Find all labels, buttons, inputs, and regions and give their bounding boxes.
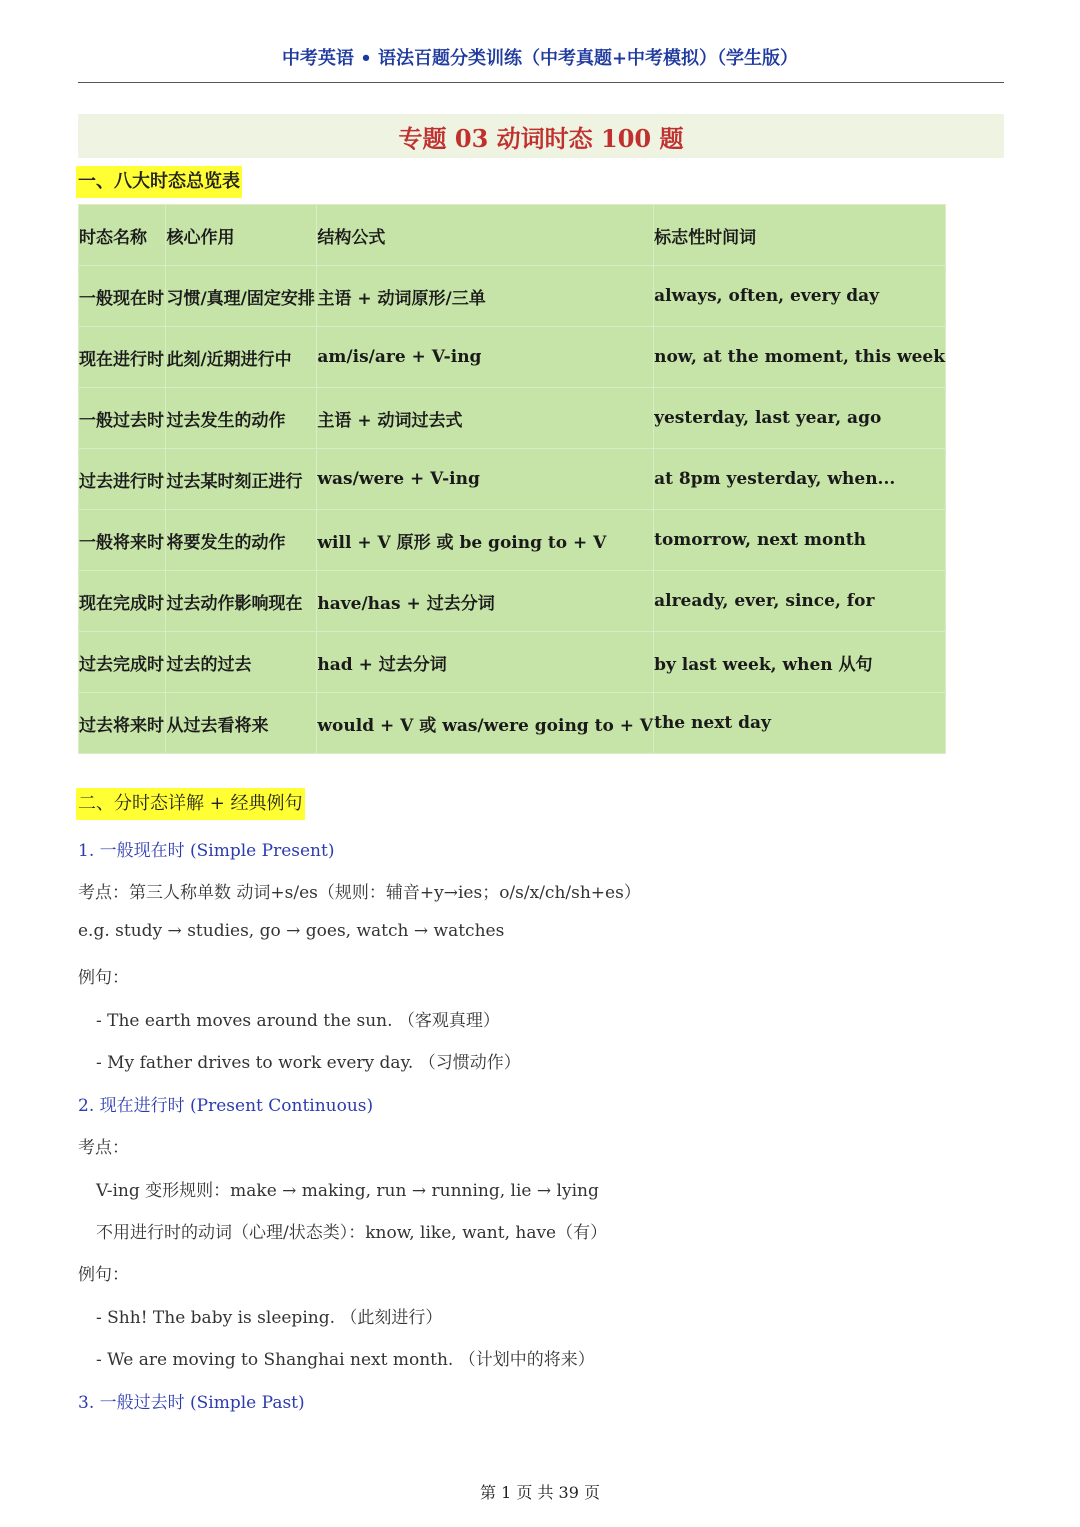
table-cell: have/has + 过去分词 bbox=[317, 571, 654, 632]
example-sentence: - Shh! The baby is sleeping. （此刻进行） bbox=[96, 1308, 443, 1328]
table-cell: by last week, when 从句 bbox=[654, 632, 946, 693]
tense-overview-table bbox=[78, 204, 946, 754]
table-row bbox=[79, 327, 946, 388]
table-cell: 过去的过去 bbox=[166, 632, 317, 693]
subsection-title-simple-past: 3. 一般过去时 (Simple Past) bbox=[78, 1393, 305, 1413]
rule-text: 不用进行时的动词（心理/状态类）：know, like, want, have（有） bbox=[96, 1223, 608, 1243]
topic-banner bbox=[78, 114, 1004, 158]
table-cell: 过去将来时 bbox=[79, 693, 166, 754]
table-cell: was/were + V-ing bbox=[317, 449, 654, 510]
table-cell: am/is/are + V-ing bbox=[317, 327, 654, 388]
table-cell: now, at the moment, this week bbox=[654, 327, 946, 388]
key-point: 考点： bbox=[78, 1138, 129, 1158]
page-number: 第 1 页 共 39 页 bbox=[480, 1483, 600, 1502]
column-header: 结构公式 bbox=[317, 205, 654, 266]
table-cell: 将要发生的动作 bbox=[166, 510, 317, 571]
table-cell: yesterday, last year, ago bbox=[654, 388, 946, 449]
subsection-title-simple-present: 1. 一般现在时 (Simple Present) bbox=[78, 841, 335, 861]
table-row bbox=[79, 388, 946, 449]
table-cell: would + V 或 was/were going to + V bbox=[317, 693, 654, 754]
topic-title: 专题 03 动词时态 100 题 bbox=[398, 123, 684, 153]
table-cell: had + 过去分词 bbox=[317, 632, 654, 693]
table-row bbox=[79, 571, 946, 632]
table-cell: 过去发生的动作 bbox=[166, 388, 317, 449]
table-cell: 主语 + 动词过去式 bbox=[317, 388, 654, 449]
examples-label: 例句： bbox=[78, 968, 129, 988]
table-cell: 过去某时刻正进行 bbox=[166, 449, 317, 510]
table-cell: already, ever, since, for bbox=[654, 571, 946, 632]
subsection-title-present-continuous: 2. 现在进行时 (Present Continuous) bbox=[78, 1096, 374, 1116]
table-row bbox=[79, 632, 946, 693]
header-divider bbox=[78, 82, 1004, 83]
document-header: 中考英语 • 语法百题分类训练（中考真题+中考模拟）（学生版） bbox=[281, 48, 799, 69]
table-cell: 过去动作影响现在 bbox=[166, 571, 317, 632]
table-cell: at 8pm yesterday, when... bbox=[654, 449, 946, 510]
example-sentence: - We are moving to Shanghai next month. （计划中的将来） bbox=[96, 1350, 595, 1370]
table-cell: 过去完成时 bbox=[79, 632, 166, 693]
section1-heading: 一、八大时态总览表 bbox=[76, 166, 242, 198]
rule-text: V-ing 变形规则：make → making, run → running, lie → lying bbox=[96, 1181, 599, 1201]
table-cell: 一般现在时 bbox=[79, 266, 166, 327]
table-row bbox=[79, 266, 946, 327]
examples-label: 例句： bbox=[78, 1265, 129, 1285]
table-cell: tomorrow, next month bbox=[654, 510, 946, 571]
column-header: 标志性时间词 bbox=[654, 205, 946, 266]
example-transform: e.g. study → studies, go → goes, watch → watches bbox=[78, 921, 505, 941]
table-cell: 一般将来时 bbox=[79, 510, 166, 571]
column-header: 时态名称 bbox=[79, 205, 166, 266]
table-row bbox=[79, 510, 946, 571]
table-header-row bbox=[79, 205, 946, 266]
table-cell: 现在完成时 bbox=[79, 571, 166, 632]
table-cell: 主语 + 动词原形/三单 bbox=[317, 266, 654, 327]
table-cell: 过去进行时 bbox=[79, 449, 166, 510]
table-row bbox=[79, 449, 946, 510]
key-point: 考点：第三人称单数 动词+s/es（规则：辅音+y→ies；o/s/x/ch/sh+es） bbox=[78, 883, 641, 903]
table-cell: the next day bbox=[654, 693, 946, 754]
table-cell: 一般过去时 bbox=[79, 388, 166, 449]
table-cell: 现在进行时 bbox=[79, 327, 166, 388]
table-cell: 从过去看将来 bbox=[166, 693, 317, 754]
table-cell: always, often, every day bbox=[654, 266, 946, 327]
example-sentence: - My father drives to work every day. （习惯动作） bbox=[96, 1053, 521, 1073]
example-sentence: - The earth moves around the sun. （客观真理） bbox=[96, 1011, 500, 1031]
column-header: 核心作用 bbox=[166, 205, 317, 266]
table-row bbox=[79, 693, 946, 754]
section2-heading: 二、分时态详解 + 经典例句 bbox=[76, 788, 305, 820]
table-cell: will + V 原形 或 be going to + V bbox=[317, 510, 654, 571]
table-cell: 此刻/近期进行中 bbox=[166, 327, 317, 388]
table-cell: 习惯/真理/固定安排 bbox=[166, 266, 317, 327]
